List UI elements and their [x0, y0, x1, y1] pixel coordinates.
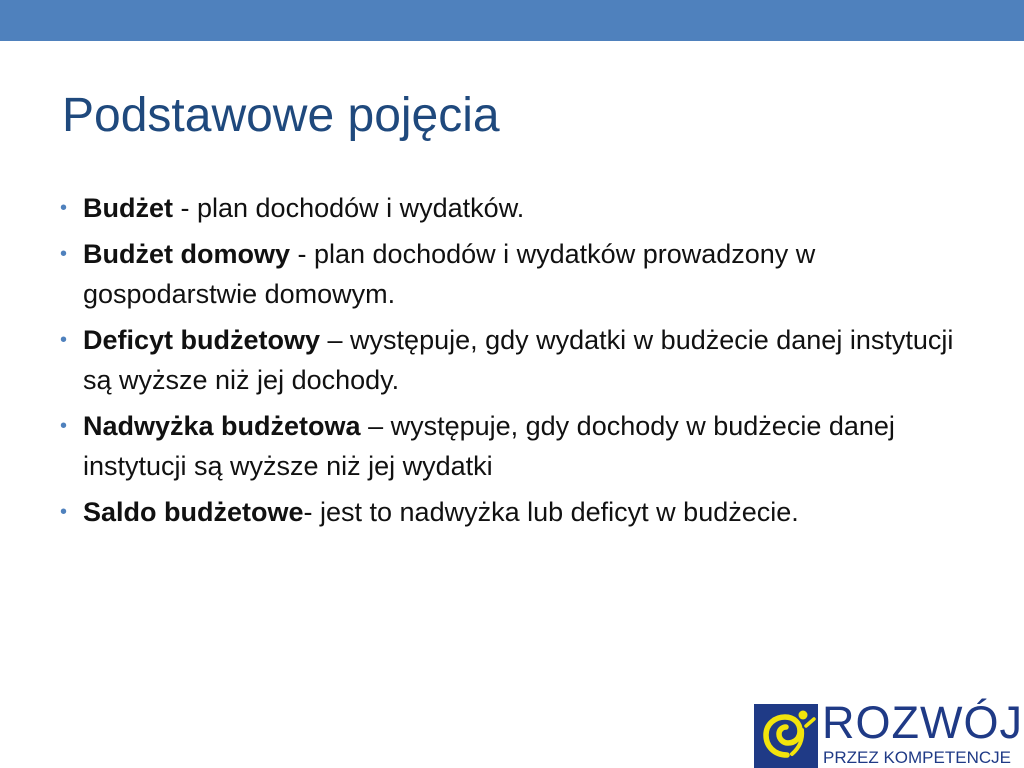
top-accent-bar	[0, 0, 1024, 41]
term-definition: – występuje, gdy dochody w budżecie danej instytucji są wyższe niż jej wydatki	[83, 411, 895, 481]
bullet-list	[60, 188, 960, 538]
term-definition: - plan dochodów i wydatków.	[173, 193, 525, 223]
term-label: Budżet domowy	[83, 239, 290, 269]
list-item	[60, 320, 960, 400]
term-label: Deficyt budżetowy	[83, 325, 321, 355]
bullet-icon: •	[60, 501, 68, 523]
list-item	[60, 406, 960, 486]
term-definition: - plan dochodów i wydatków prowadzony w gospodarstwie domowym.	[83, 239, 816, 309]
term-definition: – występuje, gdy wydatki w budżecie danej instytucji są wyższe niż jej dochody.	[83, 325, 954, 395]
term-label: Budżet	[83, 193, 173, 223]
logo-wordmark: ROZWÓJ	[822, 697, 1023, 748]
bullet-icon: •	[60, 197, 68, 219]
term-definition: - jest to nadwyżka lub deficyt w budżecie.	[303, 497, 799, 527]
list-item	[60, 492, 960, 532]
bullet-icon: •	[60, 243, 68, 265]
term-label: Nadwyżka budżetowa	[83, 411, 361, 441]
bullet-icon: •	[60, 329, 68, 351]
logo-mark-icon	[754, 704, 818, 768]
slide-title: Podstawowe pojęcia	[62, 89, 500, 142]
term-label: Saldo budżetowe	[83, 497, 304, 527]
bullet-icon: •	[60, 415, 68, 437]
list-item	[60, 188, 960, 228]
rozwoj-logo	[754, 697, 1024, 768]
list-item	[60, 234, 960, 314]
logo-subtitle: PRZEZ KOMPETENCJE	[823, 748, 1011, 767]
